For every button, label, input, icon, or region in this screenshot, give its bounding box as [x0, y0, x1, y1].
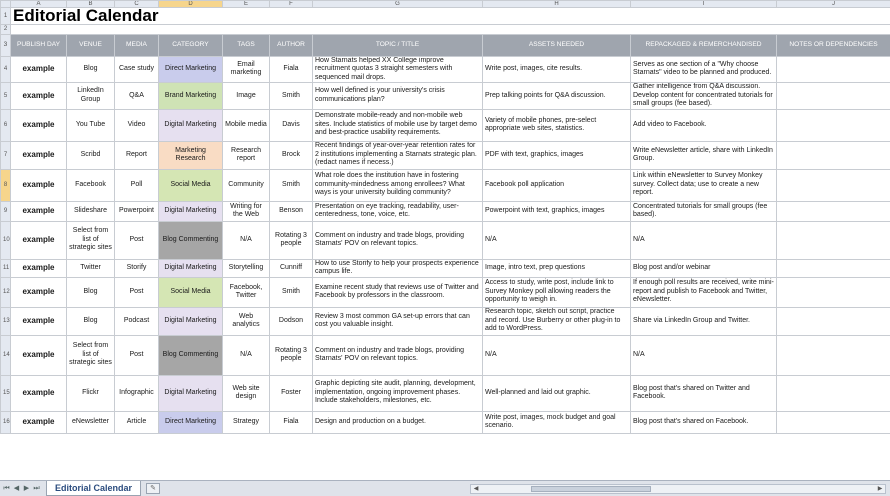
venue-cell[interactable]: Blog	[67, 307, 115, 335]
notes-cell[interactable]	[777, 411, 890, 433]
sheet-tab-editorial-calendar[interactable]: Editorial Calendar	[46, 481, 141, 496]
assets-cell[interactable]: Powerpoint with text, graphics, images	[483, 201, 631, 221]
row-header[interactable]: 3	[1, 34, 11, 56]
venue-cell[interactable]: Scribd	[67, 141, 115, 169]
table-row	[1, 141, 890, 169]
repackaged-cell[interactable]: N/A	[631, 335, 777, 375]
row-header[interactable]: 15	[1, 375, 11, 411]
row-header[interactable]: 14	[1, 335, 11, 375]
author-cell[interactable]: Benson	[270, 201, 313, 221]
topic-cell[interactable]: Examine recent study that reviews use of Twitter and Facebook by professors in the classroom.	[313, 277, 483, 307]
tags-cell[interactable]: Web analytics	[223, 307, 270, 335]
row-header[interactable]: 5	[1, 83, 11, 110]
tags-cell[interactable]: Facebook, Twitter	[223, 277, 270, 307]
topic-cell[interactable]: Comment on industry and trade blogs, providing Starnats' POV on relevant topics.	[313, 335, 483, 375]
notes-cell[interactable]	[777, 56, 890, 83]
notes-cell[interactable]	[777, 201, 890, 221]
tags-cell[interactable]: N/A	[223, 335, 270, 375]
row-header[interactable]: 6	[1, 109, 11, 141]
topic-cell[interactable]: Graphic depicting site audit, planning, development, implementation, ongoing improvement phases. Include stakeholders, milestones, etc.	[313, 375, 483, 411]
tags-cell[interactable]: Image	[223, 83, 270, 110]
repackaged-cell[interactable]: Blog post and/or webinar	[631, 259, 777, 277]
assets-cell[interactable]: Facebook poll application	[483, 169, 631, 201]
repackaged-cell[interactable]: Link within eNewsletter to Survey Monkey survey. Collect data; use to create a new report.	[631, 169, 777, 201]
last-sheet-icon[interactable]: ⏭	[33, 485, 40, 492]
notes-cell[interactable]	[777, 307, 890, 335]
tags-cell[interactable]: Community	[223, 169, 270, 201]
table-row	[1, 169, 890, 201]
author-cell[interactable]: Fiala	[270, 411, 313, 433]
assets-cell[interactable]: Write post, images, cite results.	[483, 56, 631, 83]
tags-cell[interactable]: Mobile media	[223, 109, 270, 141]
row-header[interactable]: 12	[1, 277, 11, 307]
venue-cell[interactable]: Blog	[67, 56, 115, 83]
category-cell[interactable]: Direct Marketing	[159, 56, 223, 83]
publish-day-cell[interactable]: example	[11, 109, 67, 141]
publish-day-cell[interactable]: example	[11, 335, 67, 375]
venue-cell[interactable]: Facebook	[67, 169, 115, 201]
repackaged-cell[interactable]: Blog post that's shared on Twitter and Facebook.	[631, 375, 777, 411]
media-cell[interactable]: Powerpoint	[115, 201, 159, 221]
scroll-left-icon[interactable]: ◀	[473, 486, 479, 492]
category-cell[interactable]: Digital Marketing	[159, 307, 223, 335]
assets-cell[interactable]: Research topic, sketch out script, practice and record. Use Burberry or other plug-in to add to WordPress.	[483, 307, 631, 335]
first-sheet-icon[interactable]: ⏮	[3, 485, 10, 492]
prev-sheet-icon[interactable]: ◀	[13, 485, 20, 492]
tags-cell[interactable]: Strategy	[223, 411, 270, 433]
category-cell[interactable]: Brand Marketing	[159, 83, 223, 110]
repackaged-cell[interactable]: Write eNewsletter article, share with LinkedIn Group.	[631, 141, 777, 169]
table-row	[1, 411, 890, 433]
column-header-a[interactable]: A	[11, 1, 67, 8]
category-cell[interactable]: Digital Marketing	[159, 375, 223, 411]
notes-cell[interactable]	[777, 83, 890, 110]
author-cell[interactable]: Rotating 3 people	[270, 335, 313, 375]
media-cell[interactable]: Q&A	[115, 83, 159, 110]
publish-day-cell[interactable]: example	[11, 277, 67, 307]
tags-cell[interactable]: Research report	[223, 141, 270, 169]
tags-cell[interactable]: Writing for the Web	[223, 201, 270, 221]
column-header-h[interactable]: H	[483, 1, 631, 8]
topic-cell[interactable]: How well defined is your university's crisis communications plan?	[313, 83, 483, 110]
empty-cell[interactable]	[11, 25, 890, 35]
sheet-tab-bar	[0, 480, 890, 496]
media-cell[interactable]: Post	[115, 277, 159, 307]
publish-day-cell[interactable]: example	[11, 169, 67, 201]
media-cell[interactable]: Post	[115, 221, 159, 259]
header-cell[interactable]: REPACKAGED & REMERCHANDISED	[631, 34, 777, 56]
topic-cell[interactable]: Review 3 most common GA set-up errors that can cost you valuable insight.	[313, 307, 483, 335]
row-header[interactable]: 4	[1, 56, 11, 83]
category-cell[interactable]: Digital Marketing	[159, 259, 223, 277]
venue-cell[interactable]: Select from list of strategic sites	[67, 335, 115, 375]
table-row	[1, 277, 890, 307]
row-header[interactable]: 7	[1, 141, 11, 169]
publish-day-cell[interactable]: example	[11, 221, 67, 259]
select-all-corner[interactable]	[1, 1, 11, 8]
row-header[interactable]: 13	[1, 307, 11, 335]
venue-cell[interactable]: Select from list of strategic sites	[67, 221, 115, 259]
category-cell[interactable]: Digital Marketing	[159, 109, 223, 141]
category-cell[interactable]: Social Media	[159, 169, 223, 201]
topic-cell[interactable]: What role does the institution have in fostering community-mindedness among enrollees? What ways is your university building community?	[313, 169, 483, 201]
next-sheet-icon[interactable]: ▶	[23, 485, 30, 492]
column-header-c[interactable]: C	[115, 1, 159, 8]
column-header-b[interactable]: B	[67, 1, 115, 8]
column-header-j[interactable]: J	[777, 1, 890, 8]
media-cell[interactable]: Podcast	[115, 307, 159, 335]
table-row	[1, 259, 890, 277]
category-cell[interactable]: Social Media	[159, 277, 223, 307]
row-header[interactable]: 1	[1, 8, 11, 25]
media-cell[interactable]: Post	[115, 335, 159, 375]
assets-cell[interactable]: N/A	[483, 221, 631, 259]
venue-cell[interactable]: You Tube	[67, 109, 115, 141]
category-cell[interactable]: Digital Marketing	[159, 201, 223, 221]
table-header-row	[1, 34, 890, 56]
repackaged-cell[interactable]: Gather intelligence from Q&A discussion. Develop content for concentrated tutorials for small groups (fee based).	[631, 83, 777, 110]
publish-day-cell[interactable]: example	[11, 259, 67, 277]
notes-cell[interactable]	[777, 259, 890, 277]
topic-cell[interactable]: Recent findings of year-over-year retention rates for 2 institutions implementing a Starnats strategic plan. (redact names if necess.)	[313, 141, 483, 169]
repackaged-cell[interactable]: Add video to Facebook.	[631, 109, 777, 141]
table-row	[1, 221, 890, 259]
repackaged-cell[interactable]: Concentrated tutorials for small groups (fee based).	[631, 201, 777, 221]
column-header-e[interactable]: E	[223, 1, 270, 8]
scroll-right-icon[interactable]: ▶	[877, 486, 883, 492]
topic-cell[interactable]: Design and production on a budget.	[313, 411, 483, 433]
header-cell[interactable]: MEDIA	[115, 34, 159, 56]
category-cell[interactable]: Marketing Research	[159, 141, 223, 169]
category-cell[interactable]: Blog Commenting	[159, 335, 223, 375]
tags-cell[interactable]: N/A	[223, 221, 270, 259]
media-cell[interactable]: Infographic	[115, 375, 159, 411]
publish-day-cell[interactable]: example	[11, 375, 67, 411]
venue-cell[interactable]: eNewsletter	[67, 411, 115, 433]
spacer-row	[1, 25, 890, 35]
insert-sheet-icon[interactable]: ✎	[146, 483, 160, 494]
media-cell[interactable]: Article	[115, 411, 159, 433]
category-cell[interactable]: Blog Commenting	[159, 221, 223, 259]
publish-day-cell[interactable]: example	[11, 411, 67, 433]
venue-cell[interactable]: Slideshare	[67, 201, 115, 221]
header-cell[interactable]: ASSETS NEEDED	[483, 34, 631, 56]
author-cell[interactable]: Smith	[270, 83, 313, 110]
header-cell[interactable]: NOTES OR DEPENDENCIES	[777, 34, 890, 56]
publish-day-cell[interactable]: example	[11, 56, 67, 83]
sheet-title[interactable]: Editorial Calendar	[11, 8, 890, 25]
table-row	[1, 109, 890, 141]
repackaged-cell[interactable]: If enough poll results are received, write mini-report and publish to Facebook and Twitter, eNewsletter.	[631, 277, 777, 307]
table-row	[1, 335, 890, 375]
topic-cell[interactable]: How to use Storify to help your prospects experience campus life.	[313, 259, 483, 277]
repackaged-cell[interactable]: N/A	[631, 221, 777, 259]
column-header-row	[1, 1, 890, 8]
assets-cell[interactable]: Variety of mobile phones, pre-select appropriate web sites, statistics.	[483, 109, 631, 141]
header-cell[interactable]: AUTHOR	[270, 34, 313, 56]
repackaged-cell[interactable]: Share via LinkedIn Group and Twitter.	[631, 307, 777, 335]
media-cell[interactable]: Poll	[115, 169, 159, 201]
topic-cell[interactable]: Demonstrate mobile-ready and non-mobile web sites. Include statistics of mobile use by target demo and best-practice usability requirements.	[313, 109, 483, 141]
assets-cell[interactable]: Write post, images, mock budget and goal scenario.	[483, 411, 631, 433]
author-cell[interactable]: Dodson	[270, 307, 313, 335]
notes-cell[interactable]	[777, 141, 890, 169]
publish-day-cell[interactable]: example	[11, 201, 67, 221]
notes-cell[interactable]	[777, 375, 890, 411]
row-header[interactable]: 10	[1, 221, 11, 259]
notes-cell[interactable]	[777, 277, 890, 307]
media-cell[interactable]: Report	[115, 141, 159, 169]
column-header-i[interactable]: I	[631, 1, 777, 8]
publish-day-cell[interactable]: example	[11, 141, 67, 169]
column-header-g[interactable]: G	[313, 1, 483, 8]
author-cell[interactable]: Smith	[270, 277, 313, 307]
venue-cell[interactable]: Blog	[67, 277, 115, 307]
notes-cell[interactable]	[777, 221, 890, 259]
author-cell[interactable]: Cunniff	[270, 259, 313, 277]
tags-cell[interactable]: Web site design	[223, 375, 270, 411]
tags-cell[interactable]: Email marketing	[223, 56, 270, 83]
venue-cell[interactable]: Twitter	[67, 259, 115, 277]
topic-cell[interactable]: How Starnats helped XX College improve recruitment quotas 3 straight semesters with sequenced mail drops.	[313, 56, 483, 83]
repackaged-cell[interactable]: Blog post that's shared on Facebook.	[631, 411, 777, 433]
row-header[interactable]: 9	[1, 201, 11, 221]
horizontal-scrollbar[interactable]	[470, 484, 886, 494]
table-row	[1, 307, 890, 335]
publish-day-cell[interactable]: example	[11, 83, 67, 110]
header-cell[interactable]: PUBLISH DAY	[11, 34, 67, 56]
row-header[interactable]: 8	[1, 169, 11, 201]
assets-cell[interactable]: Access to study, write post, include link to Survey Monkey poll allowing readers the opportunity to weigh in.	[483, 277, 631, 307]
table-row	[1, 83, 890, 110]
venue-cell[interactable]: LinkedIn Group	[67, 83, 115, 110]
header-cell[interactable]: CATEGORY	[159, 34, 223, 56]
author-cell[interactable]: Davis	[270, 109, 313, 141]
tags-cell[interactable]: Storytelling	[223, 259, 270, 277]
author-cell[interactable]: Fiala	[270, 56, 313, 83]
category-cell[interactable]: Direct Marketing	[159, 411, 223, 433]
media-cell[interactable]: Video	[115, 109, 159, 141]
author-cell[interactable]: Rotating 3 people	[270, 221, 313, 259]
header-cell[interactable]: TOPIC / TITLE	[313, 34, 483, 56]
notes-cell[interactable]	[777, 169, 890, 201]
column-header-d[interactable]: D	[159, 1, 223, 8]
row-header[interactable]: 2	[1, 25, 11, 35]
topic-cell[interactable]: Presentation on eye tracking, readability, user-centeredness, tone, voice, etc.	[313, 201, 483, 221]
venue-cell[interactable]: Flickr	[67, 375, 115, 411]
author-cell[interactable]: Smith	[270, 169, 313, 201]
row-header[interactable]: 16	[1, 411, 11, 433]
publish-day-cell[interactable]: example	[11, 307, 67, 335]
row-header[interactable]: 11	[1, 259, 11, 277]
media-cell[interactable]: Case study	[115, 56, 159, 83]
title-row	[1, 8, 890, 25]
assets-cell[interactable]: N/A	[483, 335, 631, 375]
repackaged-cell[interactable]: Serves as one section of a "Why choose Starnats" video to be planned and produced.	[631, 56, 777, 83]
author-cell[interactable]: Foster	[270, 375, 313, 411]
notes-cell[interactable]	[777, 109, 890, 141]
table-row	[1, 375, 890, 411]
header-cell[interactable]: VENUE	[67, 34, 115, 56]
assets-cell[interactable]: Well-planned and laid out graphic.	[483, 375, 631, 411]
assets-cell[interactable]: Prep talking points for Q&A discussion.	[483, 83, 631, 110]
assets-cell[interactable]: PDF with text, graphics, images	[483, 141, 631, 169]
table-row	[1, 56, 890, 83]
author-cell[interactable]: Brock	[270, 141, 313, 169]
table-row	[1, 201, 890, 221]
scrollbar-thumb[interactable]	[531, 486, 651, 492]
notes-cell[interactable]	[777, 335, 890, 375]
media-cell[interactable]: Storify	[115, 259, 159, 277]
column-header-f[interactable]: F	[270, 1, 313, 8]
header-cell[interactable]: TAGS	[223, 34, 270, 56]
assets-cell[interactable]: Image, intro text, prep questions	[483, 259, 631, 277]
topic-cell[interactable]: Comment on industry and trade blogs, providing Starnats' POV on relevant topics.	[313, 221, 483, 259]
